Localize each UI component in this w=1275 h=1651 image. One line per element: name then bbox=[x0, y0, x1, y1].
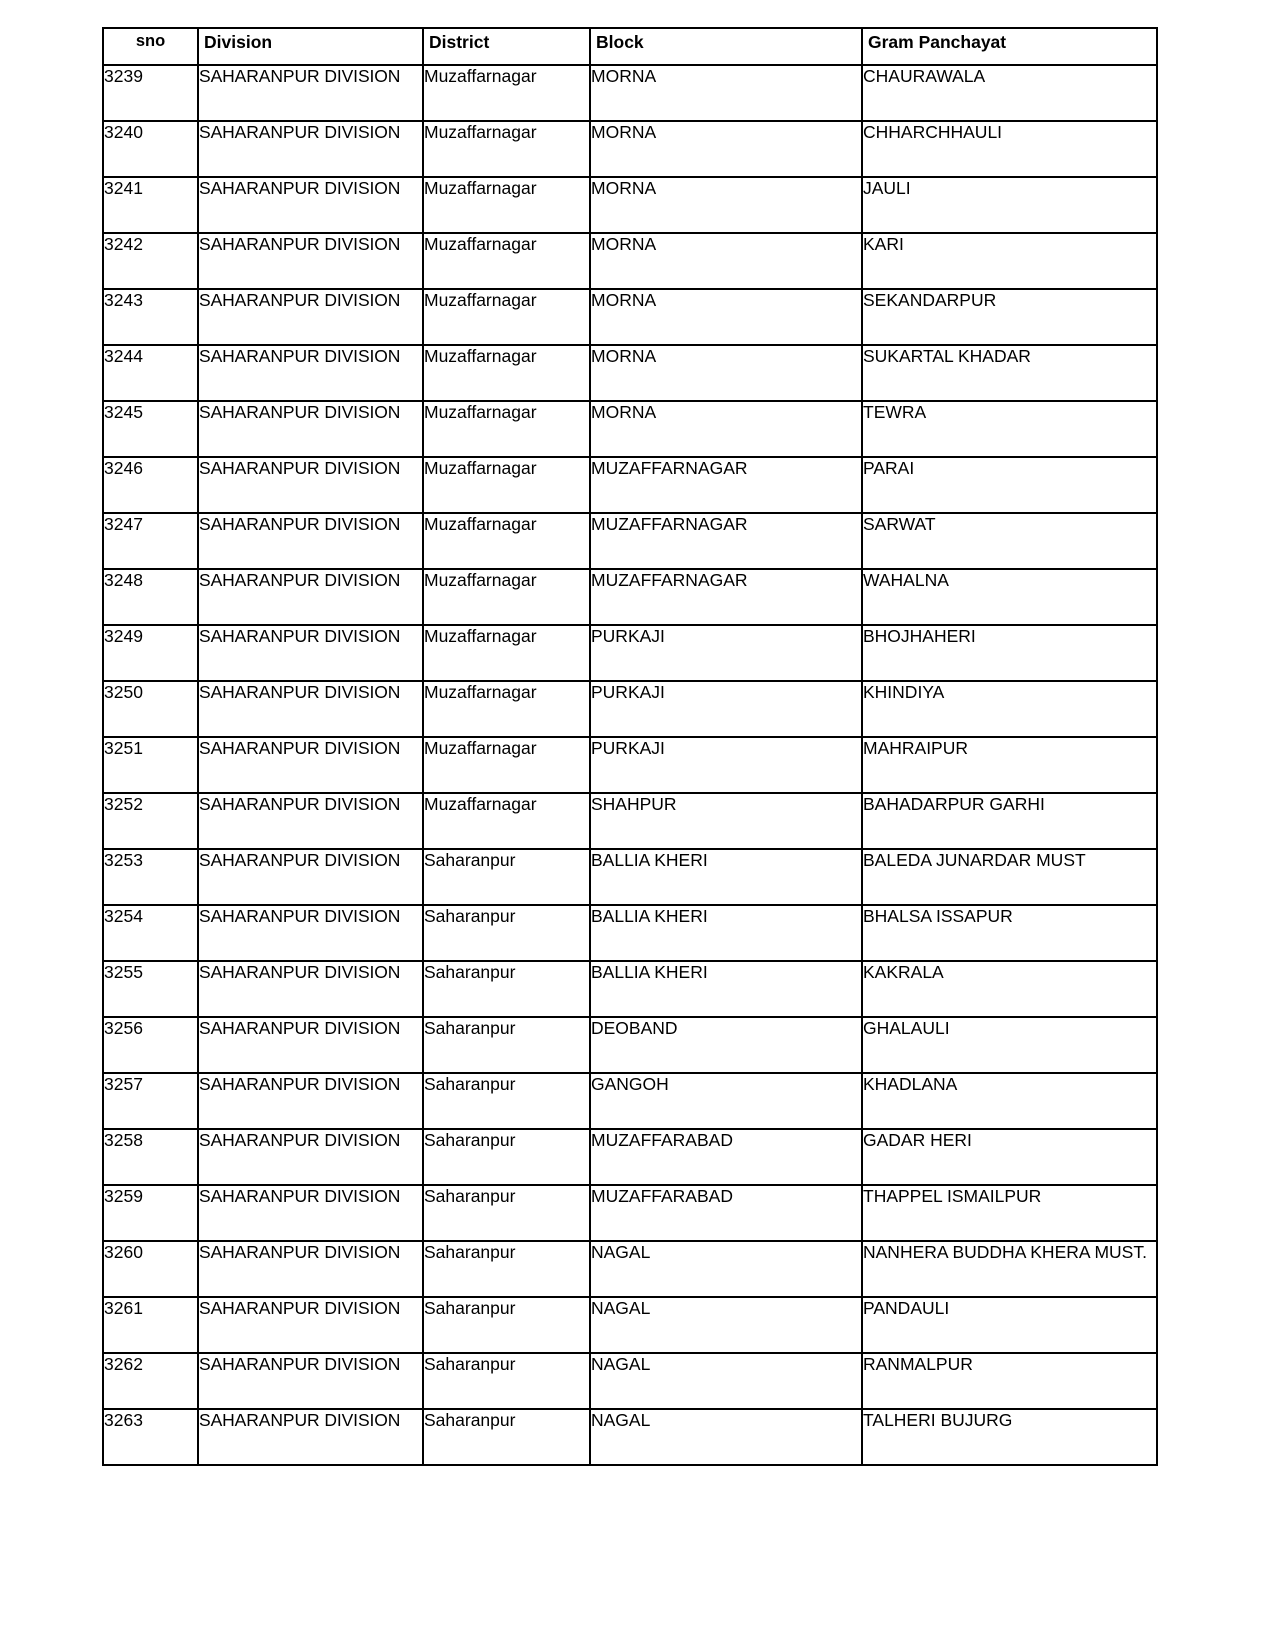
cell-sno: 3255 bbox=[103, 961, 198, 1017]
cell-gram-panchayat: SUKARTAL KHADAR bbox=[862, 345, 1157, 401]
cell-sno: 3239 bbox=[103, 65, 198, 121]
cell-gram-panchayat: CHHARCHHAULI bbox=[862, 121, 1157, 177]
cell-gram-panchayat: BAHADARPUR GARHI bbox=[862, 793, 1157, 849]
cell-district: Muzaffarnagar bbox=[423, 737, 590, 793]
table-header-row bbox=[103, 28, 1157, 65]
table-row bbox=[103, 1409, 1157, 1465]
cell-block: MUZAFFARNAGAR bbox=[590, 569, 862, 625]
cell-gram-panchayat: PANDAULI bbox=[862, 1297, 1157, 1353]
cell-gram-panchayat: WAHALNA bbox=[862, 569, 1157, 625]
cell-division: SAHARANPUR DIVISION bbox=[198, 1241, 423, 1297]
cell-district: Muzaffarnagar bbox=[423, 681, 590, 737]
cell-block: MORNA bbox=[590, 345, 862, 401]
cell-district: Muzaffarnagar bbox=[423, 121, 590, 177]
cell-division: SAHARANPUR DIVISION bbox=[198, 1129, 423, 1185]
column-header-division: Division bbox=[198, 28, 423, 65]
cell-block: SHAHPUR bbox=[590, 793, 862, 849]
column-header-district: District bbox=[423, 28, 590, 65]
cell-gram-panchayat: GADAR HERI bbox=[862, 1129, 1157, 1185]
cell-block: PURKAJI bbox=[590, 625, 862, 681]
cell-district: Saharanpur bbox=[423, 1409, 590, 1465]
table-row bbox=[103, 1185, 1157, 1241]
cell-gram-panchayat: KARI bbox=[862, 233, 1157, 289]
cell-district: Muzaffarnagar bbox=[423, 401, 590, 457]
cell-sno: 3251 bbox=[103, 737, 198, 793]
column-header-gram-panchayat: Gram Panchayat bbox=[862, 28, 1157, 65]
cell-sno: 3249 bbox=[103, 625, 198, 681]
cell-gram-panchayat: SEKANDARPUR bbox=[862, 289, 1157, 345]
cell-gram-panchayat: TEWRA bbox=[862, 401, 1157, 457]
cell-gram-panchayat: TALHERI BUJURG bbox=[862, 1409, 1157, 1465]
table-row bbox=[103, 849, 1157, 905]
cell-sno: 3256 bbox=[103, 1017, 198, 1073]
cell-sno: 3241 bbox=[103, 177, 198, 233]
cell-block: MUZAFFARNAGAR bbox=[590, 513, 862, 569]
cell-sno: 3244 bbox=[103, 345, 198, 401]
cell-division: SAHARANPUR DIVISION bbox=[198, 1409, 423, 1465]
cell-gram-panchayat: BHALSA ISSAPUR bbox=[862, 905, 1157, 961]
cell-district: Saharanpur bbox=[423, 1073, 590, 1129]
table-row bbox=[103, 1073, 1157, 1129]
cell-district: Muzaffarnagar bbox=[423, 569, 590, 625]
table-body bbox=[103, 65, 1157, 1465]
cell-district: Muzaffarnagar bbox=[423, 177, 590, 233]
cell-division: SAHARANPUR DIVISION bbox=[198, 65, 423, 121]
cell-block: BALLIA KHERI bbox=[590, 905, 862, 961]
cell-sno: 3250 bbox=[103, 681, 198, 737]
cell-division: SAHARANPUR DIVISION bbox=[198, 233, 423, 289]
cell-sno: 3247 bbox=[103, 513, 198, 569]
cell-block: PURKAJI bbox=[590, 681, 862, 737]
cell-block: MORNA bbox=[590, 233, 862, 289]
cell-sno: 3257 bbox=[103, 1073, 198, 1129]
cell-gram-panchayat: MAHRAIPUR bbox=[862, 737, 1157, 793]
cell-block: GANGOH bbox=[590, 1073, 862, 1129]
table-row bbox=[103, 625, 1157, 681]
cell-district: Saharanpur bbox=[423, 905, 590, 961]
cell-gram-panchayat: SARWAT bbox=[862, 513, 1157, 569]
table-row bbox=[103, 1241, 1157, 1297]
cell-gram-panchayat: KHINDIYA bbox=[862, 681, 1157, 737]
table-row bbox=[103, 401, 1157, 457]
cell-district: Muzaffarnagar bbox=[423, 513, 590, 569]
cell-block: MORNA bbox=[590, 177, 862, 233]
table-row bbox=[103, 737, 1157, 793]
cell-division: SAHARANPUR DIVISION bbox=[198, 681, 423, 737]
cell-sno: 3258 bbox=[103, 1129, 198, 1185]
cell-district: Muzaffarnagar bbox=[423, 289, 590, 345]
cell-district: Saharanpur bbox=[423, 1185, 590, 1241]
cell-sno: 3263 bbox=[103, 1409, 198, 1465]
cell-gram-panchayat: BALEDA JUNARDAR MUST bbox=[862, 849, 1157, 905]
table-row bbox=[103, 65, 1157, 121]
cell-sno: 3254 bbox=[103, 905, 198, 961]
cell-division: SAHARANPUR DIVISION bbox=[198, 457, 423, 513]
cell-sno: 3262 bbox=[103, 1353, 198, 1409]
cell-gram-panchayat: RANMALPUR bbox=[862, 1353, 1157, 1409]
gram-panchayat-table bbox=[102, 27, 1158, 1466]
cell-division: SAHARANPUR DIVISION bbox=[198, 289, 423, 345]
table-row bbox=[103, 793, 1157, 849]
cell-division: SAHARANPUR DIVISION bbox=[198, 625, 423, 681]
cell-division: SAHARANPUR DIVISION bbox=[198, 1297, 423, 1353]
cell-division: SAHARANPUR DIVISION bbox=[198, 177, 423, 233]
cell-division: SAHARANPUR DIVISION bbox=[198, 1017, 423, 1073]
table-row bbox=[103, 1353, 1157, 1409]
cell-district: Saharanpur bbox=[423, 961, 590, 1017]
cell-block: NAGAL bbox=[590, 1241, 862, 1297]
cell-block: BALLIA KHERI bbox=[590, 849, 862, 905]
table-row bbox=[103, 121, 1157, 177]
table-row bbox=[103, 681, 1157, 737]
cell-district: Muzaffarnagar bbox=[423, 65, 590, 121]
cell-division: SAHARANPUR DIVISION bbox=[198, 849, 423, 905]
cell-district: Saharanpur bbox=[423, 1129, 590, 1185]
cell-division: SAHARANPUR DIVISION bbox=[198, 905, 423, 961]
table-row bbox=[103, 177, 1157, 233]
cell-division: SAHARANPUR DIVISION bbox=[198, 1073, 423, 1129]
cell-gram-panchayat: NANHERA BUDDHA KHERA MUST. bbox=[862, 1241, 1157, 1297]
table-row bbox=[103, 905, 1157, 961]
cell-sno: 3243 bbox=[103, 289, 198, 345]
column-header-block: Block bbox=[590, 28, 862, 65]
cell-block: MORNA bbox=[590, 121, 862, 177]
cell-block: MUZAFFARNAGAR bbox=[590, 457, 862, 513]
cell-block: MORNA bbox=[590, 289, 862, 345]
cell-block: MUZAFFARABAD bbox=[590, 1129, 862, 1185]
cell-division: SAHARANPUR DIVISION bbox=[198, 793, 423, 849]
column-header-sno: sno bbox=[103, 28, 198, 65]
cell-sno: 3252 bbox=[103, 793, 198, 849]
cell-sno: 3242 bbox=[103, 233, 198, 289]
table-row bbox=[103, 1017, 1157, 1073]
cell-district: Saharanpur bbox=[423, 1297, 590, 1353]
cell-block: NAGAL bbox=[590, 1353, 862, 1409]
cell-division: SAHARANPUR DIVISION bbox=[198, 961, 423, 1017]
cell-district: Muzaffarnagar bbox=[423, 625, 590, 681]
cell-division: SAHARANPUR DIVISION bbox=[198, 569, 423, 625]
cell-division: SAHARANPUR DIVISION bbox=[198, 1185, 423, 1241]
table-row bbox=[103, 289, 1157, 345]
cell-district: Saharanpur bbox=[423, 1017, 590, 1073]
cell-division: SAHARANPUR DIVISION bbox=[198, 121, 423, 177]
table-row bbox=[103, 345, 1157, 401]
cell-division: SAHARANPUR DIVISION bbox=[198, 513, 423, 569]
cell-district: Muzaffarnagar bbox=[423, 345, 590, 401]
table-row bbox=[103, 1129, 1157, 1185]
table-row bbox=[103, 233, 1157, 289]
cell-district: Saharanpur bbox=[423, 1241, 590, 1297]
cell-district: Saharanpur bbox=[423, 1353, 590, 1409]
cell-district: Muzaffarnagar bbox=[423, 793, 590, 849]
cell-block: MUZAFFARABAD bbox=[590, 1185, 862, 1241]
cell-sno: 3246 bbox=[103, 457, 198, 513]
table-row bbox=[103, 457, 1157, 513]
cell-sno: 3240 bbox=[103, 121, 198, 177]
cell-gram-panchayat: PARAI bbox=[862, 457, 1157, 513]
cell-sno: 3259 bbox=[103, 1185, 198, 1241]
cell-block: MORNA bbox=[590, 401, 862, 457]
cell-gram-panchayat: THAPPEL ISMAILPUR bbox=[862, 1185, 1157, 1241]
table-row bbox=[103, 513, 1157, 569]
cell-block: PURKAJI bbox=[590, 737, 862, 793]
cell-district: Muzaffarnagar bbox=[423, 233, 590, 289]
cell-gram-panchayat: JAULI bbox=[862, 177, 1157, 233]
cell-division: SAHARANPUR DIVISION bbox=[198, 401, 423, 457]
table-header bbox=[103, 28, 1157, 65]
cell-sno: 3261 bbox=[103, 1297, 198, 1353]
cell-gram-panchayat: CHAURAWALA bbox=[862, 65, 1157, 121]
gram-panchayat-table-container bbox=[102, 27, 1156, 1466]
table-row bbox=[103, 1297, 1157, 1353]
cell-block: MORNA bbox=[590, 65, 862, 121]
cell-division: SAHARANPUR DIVISION bbox=[198, 737, 423, 793]
cell-division: SAHARANPUR DIVISION bbox=[198, 1353, 423, 1409]
cell-gram-panchayat: KHADLANA bbox=[862, 1073, 1157, 1129]
cell-block: NAGAL bbox=[590, 1409, 862, 1465]
cell-gram-panchayat: BHOJHAHERI bbox=[862, 625, 1157, 681]
cell-district: Muzaffarnagar bbox=[423, 457, 590, 513]
cell-sno: 3253 bbox=[103, 849, 198, 905]
cell-block: BALLIA KHERI bbox=[590, 961, 862, 1017]
cell-sno: 3260 bbox=[103, 1241, 198, 1297]
cell-gram-panchayat: GHALAULI bbox=[862, 1017, 1157, 1073]
cell-district: Saharanpur bbox=[423, 849, 590, 905]
cell-block: NAGAL bbox=[590, 1297, 862, 1353]
cell-sno: 3245 bbox=[103, 401, 198, 457]
cell-block: DEOBAND bbox=[590, 1017, 862, 1073]
table-row bbox=[103, 961, 1157, 1017]
table-row bbox=[103, 569, 1157, 625]
cell-division: SAHARANPUR DIVISION bbox=[198, 345, 423, 401]
cell-gram-panchayat: KAKRALA bbox=[862, 961, 1157, 1017]
cell-sno: 3248 bbox=[103, 569, 198, 625]
